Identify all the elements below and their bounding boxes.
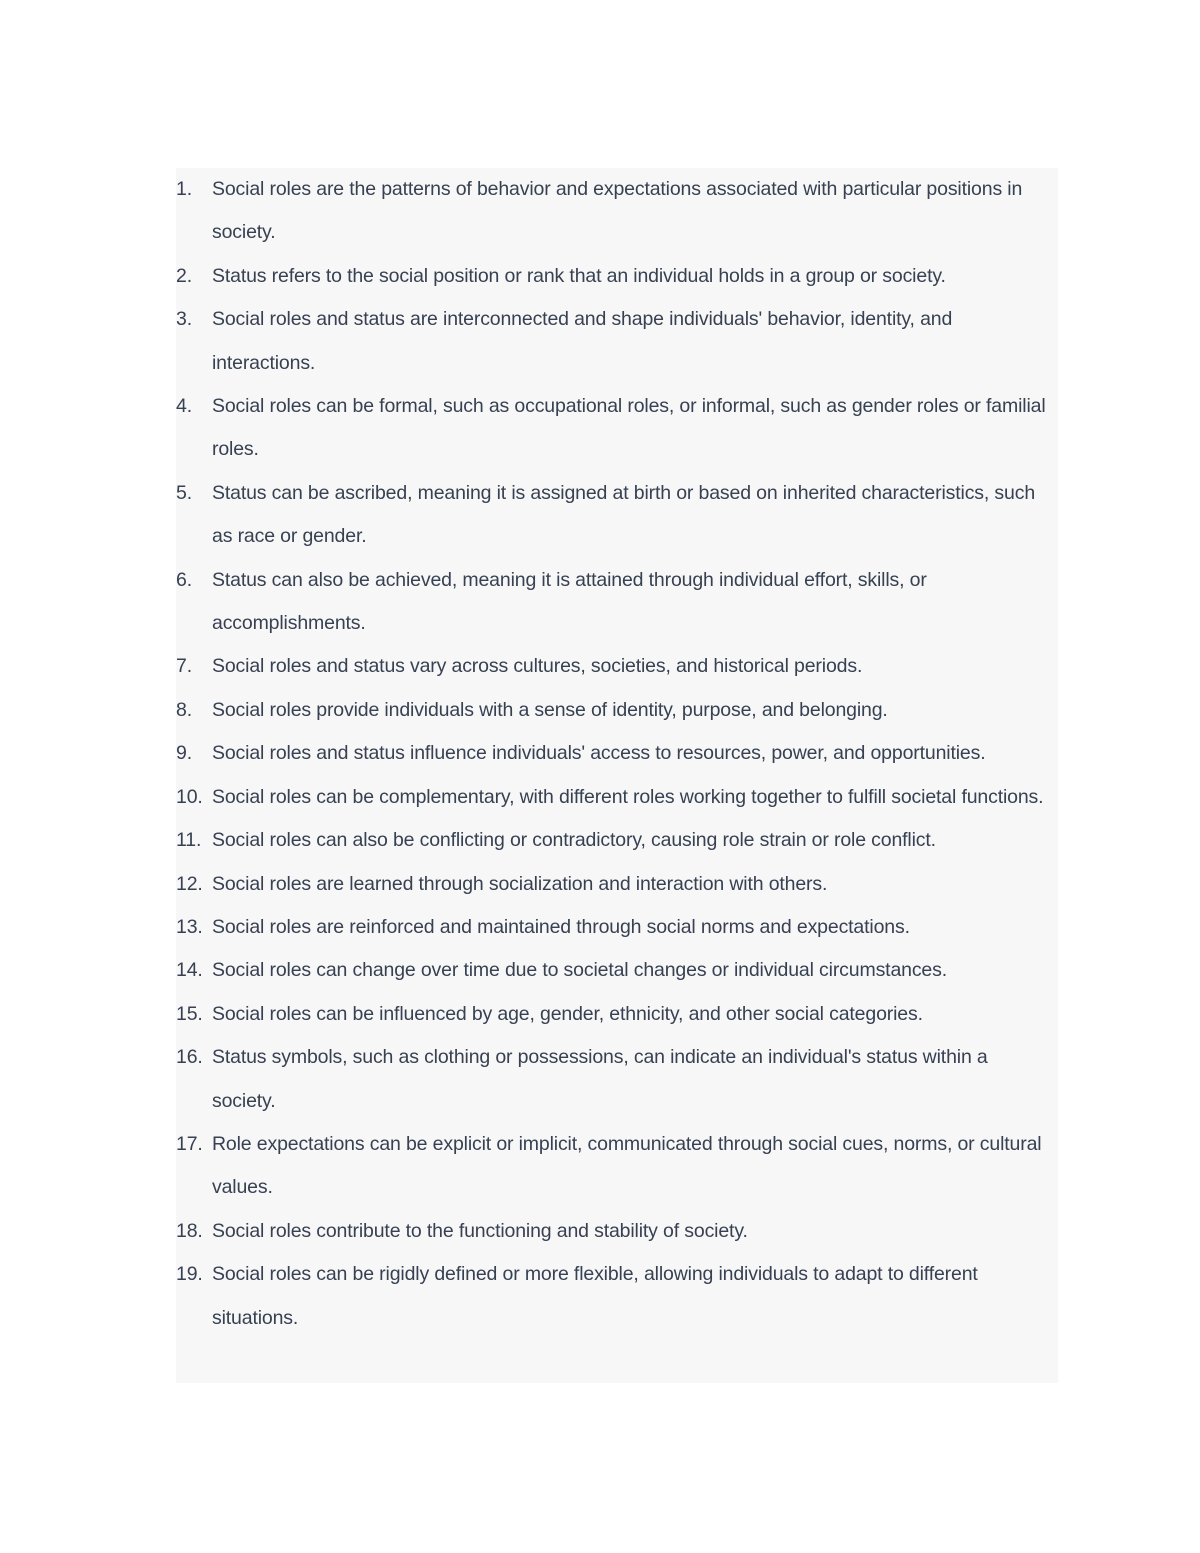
list-item	[176, 645, 1058, 688]
item-number: 14.	[176, 959, 203, 982]
list-item	[176, 732, 1058, 775]
item-text: Social roles can be influenced by age, gender, ethnicity, and other social categories.	[212, 1002, 923, 1025]
item-number: 16.	[176, 1046, 203, 1069]
item-text: Status refers to the social position or rank that an individual holds in a group or society.	[212, 264, 946, 287]
list-item	[176, 1123, 1058, 1210]
item-number: 7.	[176, 655, 192, 678]
item-text: Social roles can be complementary, with different roles working together to fulfill societal functions.	[212, 785, 1044, 808]
list-item	[176, 255, 1058, 298]
list-item	[176, 298, 1058, 385]
item-text: Social roles can change over time due to societal changes or individual circumstances.	[212, 959, 947, 982]
item-text: Social roles and status influence individuals' access to resources, power, and opportunities.	[212, 742, 986, 765]
item-number: 6.	[176, 568, 192, 591]
list-item	[176, 1210, 1058, 1253]
item-number: 19.	[176, 1263, 203, 1286]
list-item	[176, 949, 1058, 992]
item-number: 12.	[176, 872, 203, 895]
list-item	[176, 819, 1058, 862]
list-item	[176, 168, 1058, 255]
item-number: 3.	[176, 308, 192, 331]
item-number: 9.	[176, 742, 192, 765]
item-text: Social roles can also be conflicting or contradictory, causing role strain or role conflict.	[212, 829, 936, 852]
list-item	[176, 776, 1058, 819]
item-text: Status symbols, such as clothing or possessions, can indicate an individual's status within a society.	[212, 1046, 988, 1112]
list-item	[176, 472, 1058, 559]
item-text: Social roles and status vary across cultures, societies, and historical periods.	[212, 655, 863, 678]
item-text: Social roles can be formal, such as occupational roles, or informal, such as gender roles or familial roles.	[212, 395, 1046, 461]
item-text: Social roles are learned through socialization and interaction with others.	[212, 872, 828, 895]
list-item	[176, 863, 1058, 906]
item-number: 5.	[176, 481, 192, 504]
list-item	[176, 906, 1058, 949]
item-text: Social roles contribute to the functioning and stability of society.	[212, 1219, 748, 1242]
list-item	[176, 385, 1058, 472]
item-text: Social roles are reinforced and maintained through social norms and expectations.	[212, 915, 910, 938]
item-number: 15.	[176, 1002, 203, 1025]
item-number: 4.	[176, 395, 192, 418]
item-number: 8.	[176, 698, 192, 721]
item-number: 17.	[176, 1132, 203, 1155]
list-item	[176, 559, 1058, 646]
list-block	[176, 168, 1058, 1383]
item-number: 18.	[176, 1219, 203, 1242]
item-number: 10.	[176, 785, 203, 808]
item-number: 2.	[176, 264, 192, 287]
item-number: 11.	[176, 829, 202, 852]
item-text: Status can also be achieved, meaning it is attained through individual effort, skills, or accomplishments.	[212, 568, 927, 635]
list-item	[176, 1253, 1058, 1340]
list-item	[176, 1036, 1058, 1123]
list-item	[176, 689, 1058, 732]
item-text: Social roles provide individuals with a sense of identity, purpose, and belonging.	[212, 698, 888, 721]
item-number: 1.	[176, 178, 192, 200]
item-text: Status can be ascribed, meaning it is assigned at birth or based on inherited characteristics, such as race or gender.	[212, 481, 1036, 548]
item-text: Role expectations can be explicit or implicit, communicated through social cues, norms, or cultural values.	[212, 1132, 1042, 1199]
item-text: Social roles can be rigidly defined or more flexible, allowing individuals to adapt to different situations.	[212, 1263, 978, 1329]
item-text: Social roles are the patterns of behavior and expectations associated with particular positions in society.	[212, 178, 1023, 244]
item-number: 13.	[176, 915, 203, 938]
item-text: Social roles and status are interconnected and shape individuals' behavior, identity, and interactions.	[212, 308, 953, 374]
numbered-list	[176, 168, 1058, 1340]
list-item	[176, 993, 1058, 1036]
